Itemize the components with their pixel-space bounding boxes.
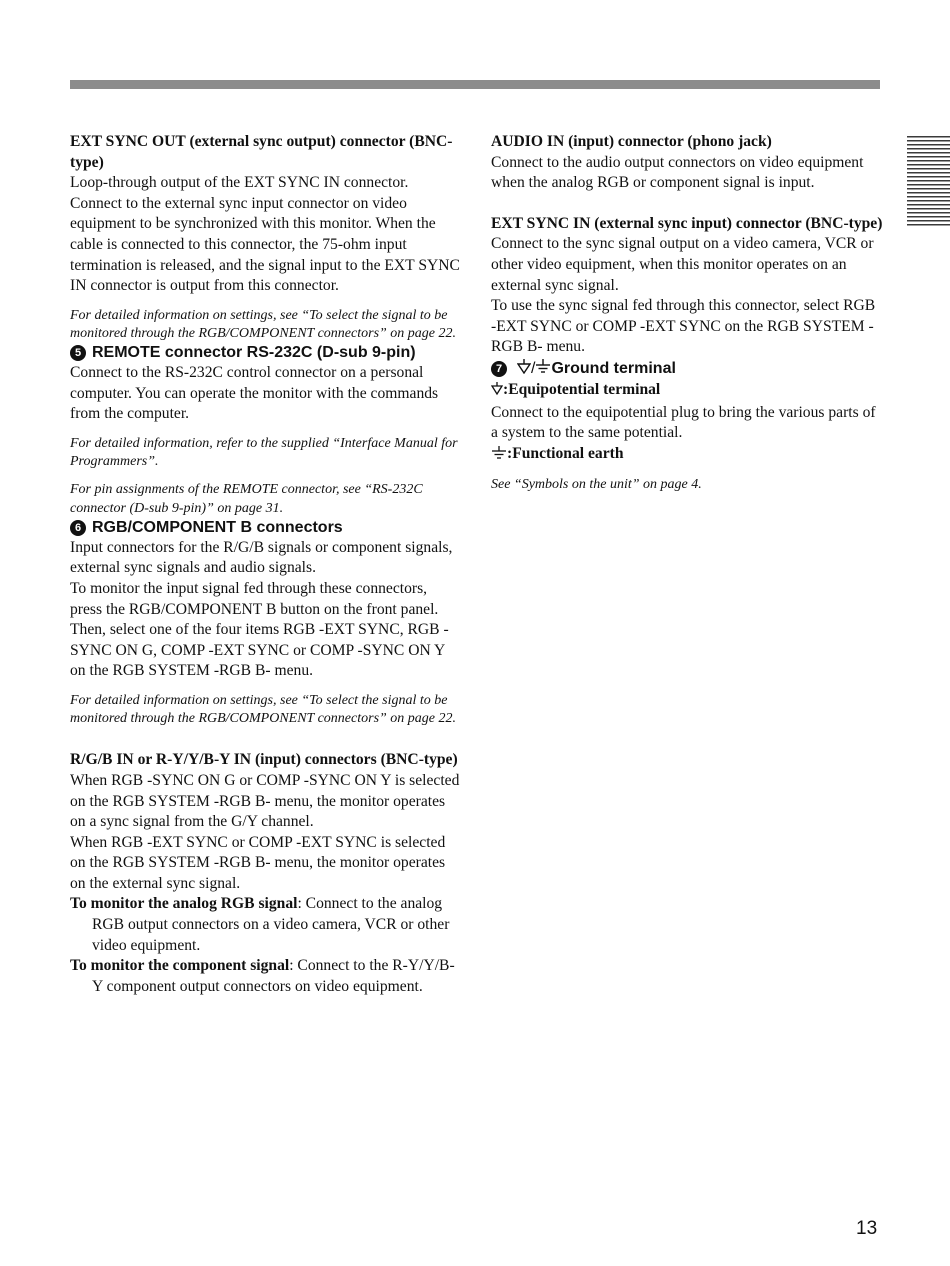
ground-separator: / xyxy=(531,359,536,377)
equipotential-heading xyxy=(491,380,883,403)
number-5-icon: 5 xyxy=(70,345,86,361)
equipotential-icon xyxy=(517,358,531,380)
ground-heading-text: Ground terminal xyxy=(551,359,676,377)
right-column xyxy=(491,132,883,495)
audio-in-body: Connect to the audio output connectors on video equipment when the analog RGB or component signal is input. xyxy=(491,153,864,192)
rgb-component-b-heading-text: RGB/COMPONENT B connectors xyxy=(92,518,343,536)
ext-sync-in-body-2: To use the sync signal fed through this connector, select RGB -EXT SYNC or COMP -EXT SYNC on the RGB SYSTEM -RGB B- menu. xyxy=(491,297,876,356)
page-number: 13 xyxy=(856,1218,878,1239)
functional-earth-label: :Functional earth xyxy=(507,444,624,462)
analog-rgb-label: To monitor the analog RGB signal xyxy=(70,895,298,913)
rgb-in-body-2: When RGB -EXT SYNC or COMP -EXT SYNC is selected on the RGB SYSTEM -RGB B- menu, the monitor operates on the external sync signal. xyxy=(70,833,446,892)
remote-heading xyxy=(70,343,462,363)
component-text: : Connect to the R-Y/Y/B-Y component output connectors on video equipment. xyxy=(92,957,455,995)
ground-note: See “Symbols on the unit” on page 4. xyxy=(491,477,702,493)
rgb-component-b-note: For detailed information on settings, see “To select the signal to be monitored through the RGB/COMPONENT connectors” on page 22. xyxy=(70,692,457,727)
component-label: To monitor the component signal xyxy=(70,957,290,975)
rgb-component-b-heading xyxy=(70,518,462,538)
rgb-in-heading: R/G/B IN or R-Y/Y/B-Y IN (input) connectors (BNC-type) xyxy=(70,751,458,769)
ground-heading xyxy=(491,358,883,380)
equipotential-body: Connect to the equipotential plug to bring the various parts of a system to the same potential. xyxy=(491,403,876,442)
rgb-component-b-body-2: To monitor the input signal fed through these connectors, press the RGB/COMPONENT B button on the front panel. Then, select one of the four items RGB -EXT SYNC, RGB -SYNC ON G, COMP -EXT SYNC or COMP -SYNC ON Y on the RGB SYSTEM -RGB B- menu. xyxy=(70,579,449,680)
number-6-icon: 6 xyxy=(70,520,86,536)
audio-in-heading: AUDIO IN (input) connector (phono jack) xyxy=(491,133,772,150)
component-item xyxy=(70,956,462,997)
ext-sync-out-heading: EXT SYNC OUT (external sync output) connector (BNC-type) xyxy=(70,133,453,171)
functional-earth-heading xyxy=(491,444,883,467)
equipotential-label: :Equipotential terminal xyxy=(503,380,661,398)
remote-heading-text: REMOTE connector RS-232C (D-sub 9-pin) xyxy=(92,344,416,362)
functional-earth-small-icon xyxy=(491,445,507,467)
rgb-in-body-1: When RGB -SYNC ON G or COMP -SYNC ON Y is selected on the RGB SYSTEM -RGB B- menu, the monitor operates on a sync signal from the G/Y channel. xyxy=(70,771,460,831)
remote-body: Connect to the RS-232C control connector on a personal computer. You can operate the monitor with the commands from the computer. xyxy=(70,364,439,423)
remote-note-1: For detailed information, refer to the supplied “Interface Manual for Programmers”. xyxy=(70,435,458,470)
ext-sync-out-note: For detailed information on settings, see “To select the signal to be monitored through the RGB/COMPONENT connectors” on page 22. xyxy=(70,307,457,341)
section-tab-marker xyxy=(907,136,950,228)
top-rule xyxy=(70,80,880,89)
analog-rgb-item xyxy=(70,894,462,956)
left-column xyxy=(70,132,462,997)
ext-sync-in-body-1: Connect to the sync signal output on a video camera, VCR or other video equipment, when this monitor operates on an external sync signal. xyxy=(491,235,874,294)
remote-note-2: For pin assignments of the REMOTE connector, see “RS-232C connector (D-sub 9-pin)” on page 31. xyxy=(70,482,423,516)
functional-earth-icon xyxy=(535,358,551,380)
ext-sync-in-heading: EXT SYNC IN (external sync input) connector (BNC-type) xyxy=(491,214,883,232)
equipotential-small-icon xyxy=(491,381,503,403)
analog-rgb-text: : Connect to the analog RGB output connectors on a video camera, VCR or other video equipment. xyxy=(92,895,450,954)
ext-sync-out-body: Loop-through output of the EXT SYNC IN connector. Connect to the external sync input connector on video equipment to be synchronized with this monitor. When the cable is connected to this connector, the 75-ohm input termination is released, and the signal input to the EXT SYNC IN connector is output from this connector. xyxy=(70,174,460,295)
rgb-component-b-body-1: Input connectors for the R/G/B signals or component signals, external sync signals and audio signals. xyxy=(70,538,453,577)
number-7-icon: 7 xyxy=(491,361,507,377)
